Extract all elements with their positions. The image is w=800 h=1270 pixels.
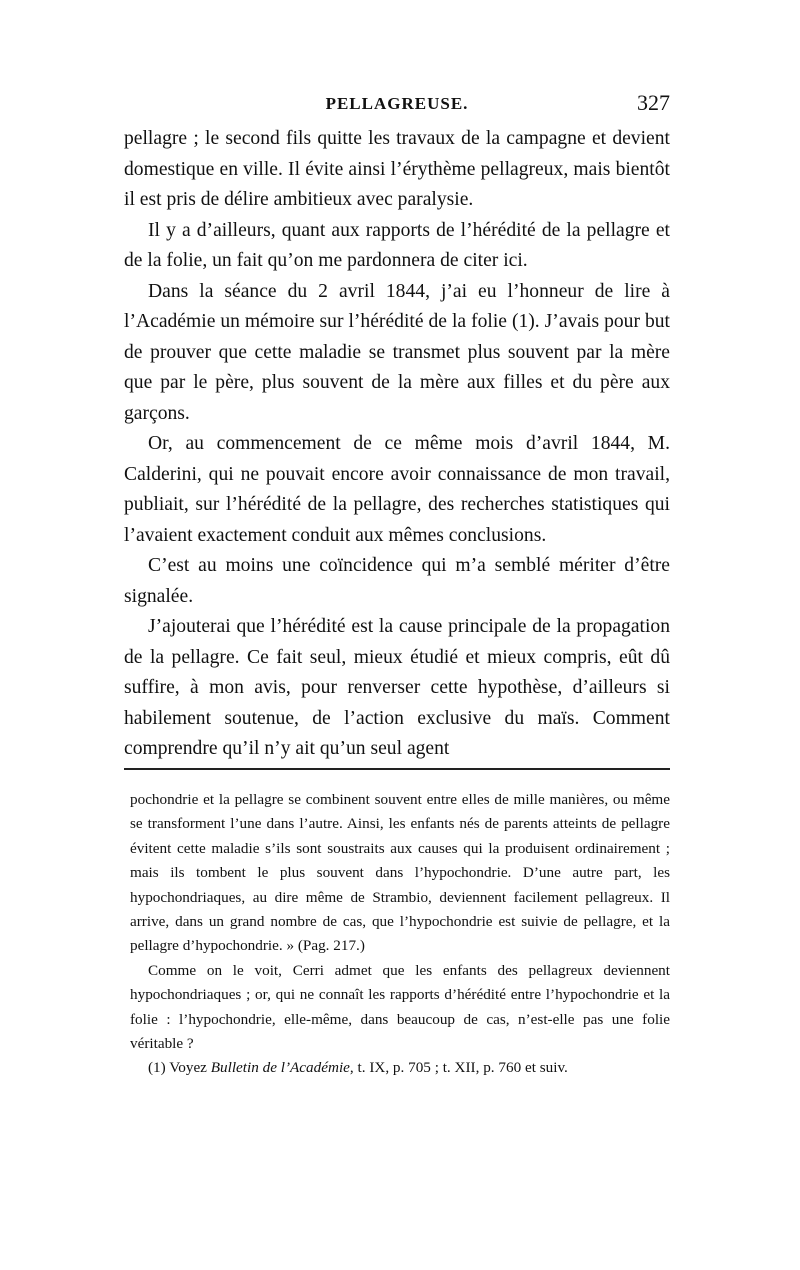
footnote-source-title: Bulletin de l’Académie (210, 1059, 350, 1077)
paragraph: Dans la séance du 2 avril 1844, j’ai eu l’honneur de lire à l’Académie un mémoire sur l’hérédité de la folie (1). J’avais pour but de prouver que cette maladie se transmet plus souvent par la mère que par le père, plus souvent de la mère aux filles et du père aux garçons. (124, 280, 670, 424)
main-text (124, 124, 670, 765)
note-paragraph: pochondrie et la pellagre se combinent souvent entre elles de mille manières, ou même se transforment l’une dans l’autre. Ainsi, les enfants nés de parents atteints de pellagre évitent cette maladie s’ils sont soustraits aux causes qui la produisent ordinairement ; mais ils tombent le plus souvent dans l’hypochondrie. D’une autre part, les hypochondriaques, au dire même de Strambio, deviennent facilement pellagreux. Il arrive, dans un grand nombre de cas, que l’hypochondrie est suivie de pellagre, et la pellagre d’hypochondrie. » (Pag. 217.) (130, 791, 670, 955)
running-head: PELLAGREUSE. (325, 94, 469, 113)
paragraph: J’ajouterai que l’hérédité est la cause principale de la propagation de la pellagre. Ce fait seul, mieux étudié et mieux compris, eût dû suffire, à mon avis, pour renverser cette hypothèse, d’ailleurs si habilement soutenue, de l’action exclusive du maïs. Comment comprendre qu’il n’y ait qu’un seul agent (124, 616, 670, 759)
note-paragraph: Comme on le voit, Cerri admet que les enfants des pellagreux deviennent hypochondriaques ; or, qui ne connaît les rapports d’hérédité entre l’hypochondrie et la folie : l’hypochondrie, elle-même, dans beaucoup de cas, n’est-elle pas une folie véritable ? (130, 961, 670, 1053)
page-header (124, 90, 670, 124)
paragraph: Il y a d’ailleurs, quant aux rapports de l’hérédité de la pellagre et de la folie, un fait qu’on me pardonnera de citer ici. (124, 219, 670, 271)
footnote-divider (124, 768, 670, 770)
paragraph: C’est au moins une coïncidence qui m’a semblé mériter d’être signalée. (124, 555, 670, 607)
paragraph: pellagre ; le second fils quitte les travaux de la campagne et devient domestique en ville. Il évite ainsi l’érythème pellagreux, mais bientôt il est pris de délire ambitieux avec paralysie. (124, 128, 670, 210)
paragraph: Or, au commencement de ce même mois d’avril 1844, M. Calderini, qui ne pouvait encore avoir connaissance de mon travail, publiait, sur l’hérédité de la pellagre, des recherches statistiques qui l’avaient exactement conduit aux mêmes conclusions. (124, 433, 670, 546)
footnotes (130, 788, 670, 1081)
footnote-reference (130, 1056, 670, 1080)
footnote-source-details: , t. IX, p. 705 ; t. XII, p. 760 et suiv. (349, 1059, 568, 1077)
footnote-marker: (1) (148, 1059, 166, 1077)
footnote-prefix: Voyez (169, 1059, 207, 1077)
page-number: 327 (637, 90, 670, 115)
